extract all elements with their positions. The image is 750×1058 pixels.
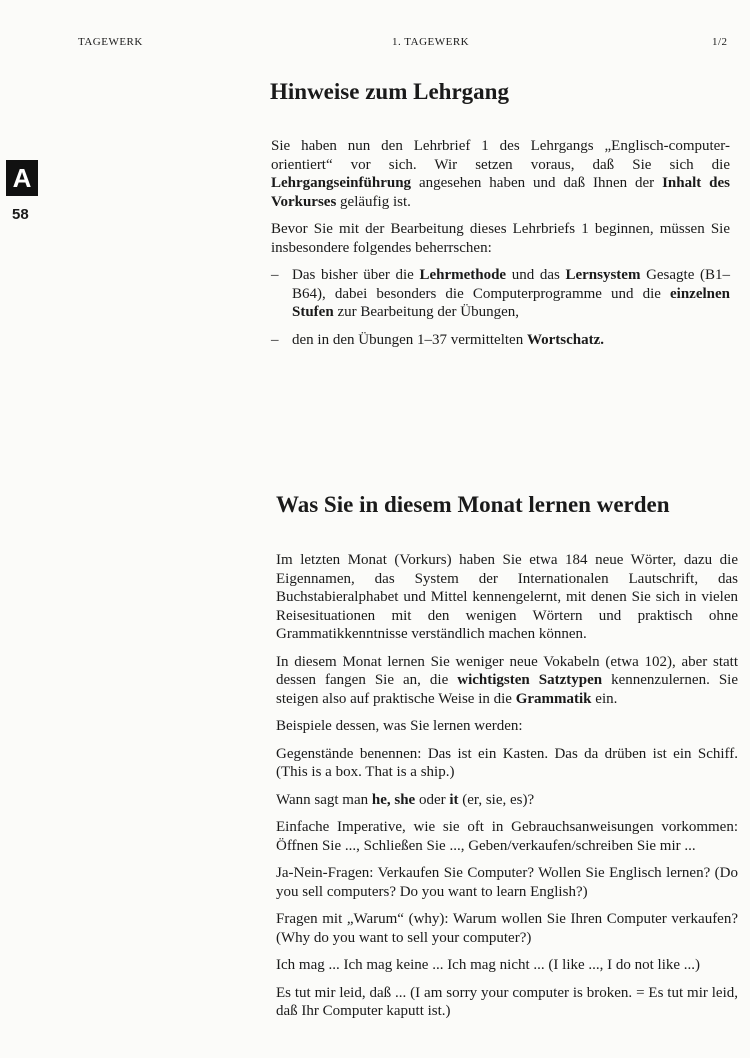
paragraph: Ja-Nein-Fragen: Verkaufen Sie Computer? Wollen Sie Englisch lernen? (Do you sell computers? Do you want to learn English?): [276, 865, 738, 900]
section-title-hinweise: Hinweise zum Lehrgang: [270, 79, 509, 104]
paragraph: Wann sagt man he, she oder it (er, sie, es)?: [276, 791, 535, 808]
paragraph-intro: Sie haben nun den Lehrbrief 1 des Lehrgangs „Englisch-computer-orientiert“ vor sich. Wir setzen voraus, daß Sie sich die Lehrgangseinführung angesehen haben und daß Ihnen der Inhalt des Vorkurses geläufig ist.: [271, 138, 730, 210]
paragraph: In diesem Monat lernen Sie weniger neue Vokabeln (etwa 102), aber statt dessen fangen Sie an, die wichtigsten Satztypen kennenzulernen. Sie steigen also auf praktische Weise in die Grammatik ein.: [276, 653, 739, 707]
dash-bullet: –: [271, 331, 279, 348]
running-header-left: TAGEWERK: [78, 36, 143, 48]
list-item: – Das bisher über die Lehrmethode und das Lernsystem Gesagte (B1–B64), dabei besonders die Computerprogramme und die einzelnen Stufen zur Bearbeitung der Übungen,: [271, 267, 730, 320]
paragraph: Ich mag ... Ich mag keine ... Ich mag nicht ... (I like ..., I do not like ...): [276, 957, 701, 973]
section-hinweise-body: [271, 137, 730, 358]
paragraph: Gegenstände benennen: Das ist ein Kasten. Das da drüben ist ein Schiff. (This is a box. That is a ship.): [276, 745, 738, 780]
section-tab-marker: A: [6, 160, 38, 196]
page-fraction: 1/2: [712, 36, 728, 48]
paragraph: Einfache Imperative, wie sie oft in Gebrauchsanweisungen vorkommen: Öffnen Sie ..., Schließen Sie ..., Geben/verkaufen/schreiben Sie mir ...: [276, 819, 738, 854]
section-monat-body: [276, 551, 738, 1030]
page-number: 58: [12, 206, 29, 223]
dash-bullet: –: [271, 267, 279, 283]
list-item: – den in den Übungen 1–37 vermittelten Wortschatz.: [271, 331, 605, 348]
paragraph-prerequisites: Bevor Sie mit der Bearbeitung dieses Lehrbriefs 1 beginnen, müssen Sie insbesondere folgendes beherrschen:: [271, 221, 730, 256]
paragraph: Es tut mir leid, daß ... (I am sorry your computer is broken. = Es tut mir leid, daß Ihr Computer kaputt ist.): [276, 984, 738, 1019]
paragraph: Beispiele dessen, was Sie lernen werden:: [276, 718, 523, 734]
section-title-monat: Was Sie in diesem Monat lernen werden: [276, 492, 670, 517]
running-header-center: 1. TAGEWERK: [392, 36, 470, 48]
paragraph: Fragen mit „Warum“ (why): Warum wollen Sie Ihren Computer verkaufen? (Why do you want to sell your computer?): [276, 911, 738, 946]
paragraph: Im letzten Monat (Vorkurs) haben Sie etwa 184 neue Wörter, dazu die Eigennamen, das System der Internationalen Lautschrift, das Buchstabieralphabet und Mittel kennengelernt, mit denen Sie sich in vielen Reisesituationen mit den wenigen Wörtern und praktisch ohne Grammatikkenntnisse verständlich machen können.: [276, 552, 738, 642]
